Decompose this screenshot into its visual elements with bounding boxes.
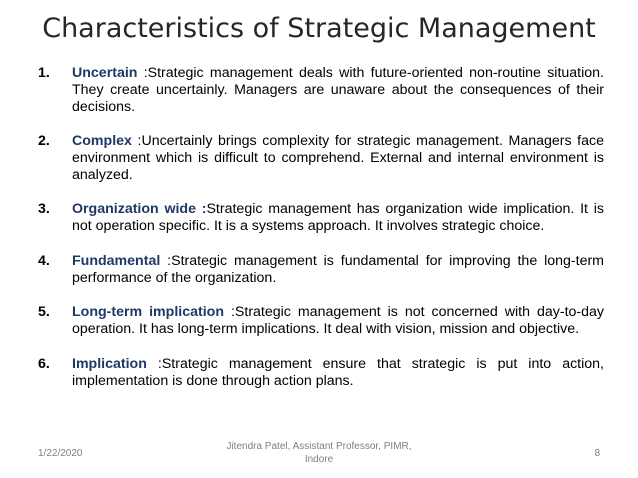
slide-title: Characteristics of Strategic Management	[42, 13, 596, 44]
list-item-term: Complex	[72, 133, 132, 149]
list-item-number: 5.	[38, 304, 50, 320]
footer-page-number: 8	[594, 448, 600, 459]
list-item-body	[72, 65, 604, 116]
list-item-complex	[38, 133, 604, 184]
list-item-long-term-implication	[38, 304, 604, 338]
list-item-organization-wide	[38, 201, 604, 235]
list-item-body	[72, 201, 604, 235]
characteristics-list	[38, 65, 604, 390]
list-item-body	[72, 356, 604, 390]
list-item-body	[72, 133, 604, 184]
list-item-text: :Strategic management is fundamental for improving the long-term performance of the organization.	[72, 253, 604, 286]
list-item-term: Uncertain	[72, 65, 138, 81]
list-item-body	[72, 253, 604, 287]
list-item-uncertain	[38, 65, 604, 116]
list-item-text: Strategic management has organization wide implication. It is not operation specific. It is a systems approach. It involves strategic choice.	[72, 201, 604, 234]
footer-author-line-2: Indore	[304, 454, 334, 465]
list-item-term: Long-term implication	[72, 304, 224, 320]
list-item-fundamental	[38, 253, 604, 287]
list-item-text: :Uncertainly brings complexity for strategic management. Managers face environment which is difficult to comprehend. External and internal environment is analyzed.	[72, 133, 604, 183]
list-item-text: :Strategic management is not concerned with day-to-day operation. It has long-term implications. It deal with vision, mission and objective.	[72, 304, 604, 337]
list-item-term: Organization wide :	[72, 201, 207, 217]
footer-author-line-1: Jitendra Patel, Assistant Professor, PIMR,	[226, 441, 412, 452]
list-item-text: :Strategic management deals with future-oriented non-routine situation. They create uncertainly. Managers are unaware about the consequences of their decisions.	[72, 65, 604, 115]
list-item-term: Implication	[72, 356, 147, 372]
list-item-term: Fundamental	[72, 253, 161, 269]
footer-date: 1/22/2020	[38, 448, 83, 459]
footer-author	[200, 440, 438, 466]
list-item-number: 2.	[38, 133, 50, 149]
list-item-number: 1.	[38, 65, 50, 81]
list-item-body	[72, 304, 604, 338]
list-item-text: :Strategic management ensure that strategic is put into action, implementation is done through action plans.	[72, 356, 604, 389]
list-item-number: 6.	[38, 356, 50, 372]
list-item-number: 4.	[38, 253, 50, 269]
list-item-number: 3.	[38, 201, 50, 217]
list-item-implication	[38, 356, 604, 390]
